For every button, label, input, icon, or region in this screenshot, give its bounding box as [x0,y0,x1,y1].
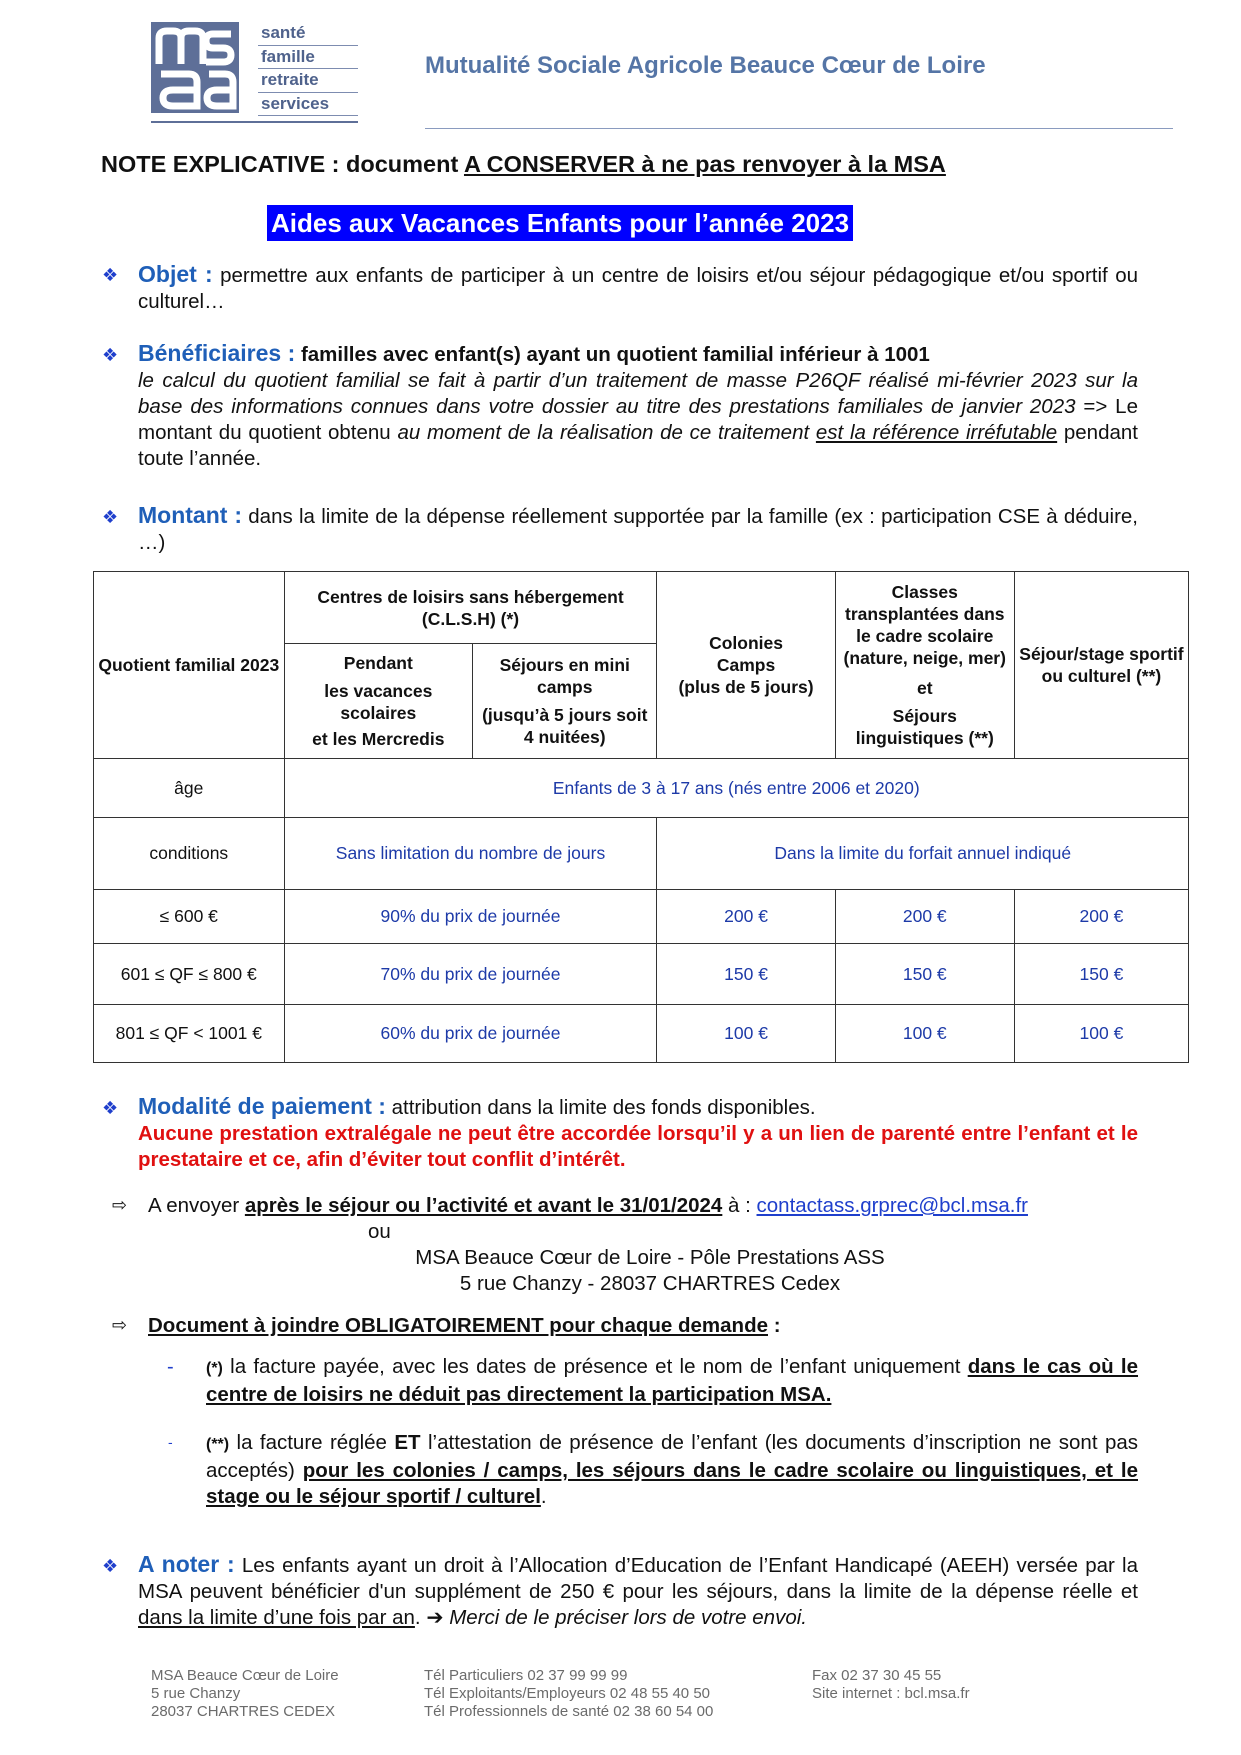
footer-phones [424,1667,713,1721]
row-age-value: Enfants de 3 à 17 ans (nés entre 2006 et 2020) [284,759,1188,818]
diamond-bullet-icon: ❖ [102,265,119,285]
header-classes [835,572,1014,759]
header-pendant-line: et les Mercredis [312,729,445,749]
cell-classes: 100 € [835,1005,1014,1063]
objet-text: permettre aux enfants de participer à un centre de loisirs et/ou séjour pédagogique et/ou sportif ou culturel… [138,264,1138,313]
cell-qf: ≤ 600 € [94,890,285,944]
beneficiaires-italic-2: au moment de la réalisation de ce traitement [397,421,816,444]
beneficiaires-reference: est la référence irréfutable [815,421,1058,444]
logo-rule [151,121,358,123]
table-row [94,890,1189,944]
logo-word: services [258,93,358,117]
section-paiement [138,1093,1138,1173]
beneficiaires-bold: familles avec enfant(s) ayant un quotient familial inférieur à 1001 [295,343,930,366]
noter-label: A noter : [138,1551,235,1577]
table-row [94,944,1189,1005]
header-pendant-line: Pendant [343,653,413,673]
contact-email-link[interactable]: contactass.grprec@bcl.msa.fr [756,1194,1028,1217]
cell-clsh: 90% du prix de journée [284,890,657,944]
cell-sejour: 150 € [1014,944,1188,1005]
cell-colonies: 200 € [657,890,835,944]
row-conditions-label: conditions [94,818,285,890]
postal-address [380,1245,920,1297]
header-classes-line: et [916,678,933,698]
logo-tagline [258,22,358,116]
header-clsh: Centres de loisirs sans hébergement (C.L.S.H) (*) [284,572,657,644]
send-deadline: après le séjour ou l’activité et avant le 31/01/2024 [244,1194,723,1217]
dash-bullet: - [167,1356,174,1378]
montant-label: Montant : [138,502,243,528]
item2-text: la facture réglée [229,1431,395,1454]
diamond-bullet-icon: ❖ [102,507,119,527]
msa-logo [151,22,239,113]
header-colonies-line: Colonies [709,633,783,653]
footer-line: MSA Beauce Cœur de Loire [151,1667,339,1684]
montant-text: dans la limite de la dépense réellement supportée par la famille (ex : participation CSE à déduire, …) [138,505,1139,554]
note-title [101,151,946,178]
noter-text: Les enfants ayant un droit à l’Allocation d’Education de l’Enfant Handicapé (AEEH) versée par la MSA peuvent bénéficier d'un supplément de 250 € pour les séjours, dans la limite de la dépense réelle et [138,1554,1138,1603]
footer-address [151,1667,339,1721]
cell-colonies: 100 € [657,1005,835,1063]
item2-et: ET [394,1431,421,1454]
header-classes-line: Classes transplantées dans le cadre scolaire (nature, neige, mer) [843,582,1006,668]
row-age-label: âge [94,759,285,818]
cell-colonies: 150 € [657,944,835,1005]
header-classes-line: Séjours linguistiques (**) [855,706,994,748]
footer-line: Tél Professionnels de santé 02 38 60 54 00 [424,1703,714,1720]
section-montant [138,502,1138,556]
cell-qf: 601 ≤ QF ≤ 800 € [94,944,285,1005]
aid-amount-table [93,571,1189,1063]
header-colonies [657,572,835,759]
footer-line: Fax 02 37 30 45 55 [812,1667,942,1684]
beneficiaires-label: Bénéficiaires : [138,340,296,366]
item2-end: . [540,1485,547,1508]
item2-mark: (**) [206,1436,230,1453]
cell-classes: 200 € [835,890,1014,944]
documents-title-text: Document à joindre OBLIGATOIREMENT pour chaque demande [148,1314,768,1337]
note-title-underlined: A CONSERVER à ne pas renvoyer à la MSA [463,151,946,177]
item2-text2: l’attestation de présence de l’enfant (les documents d’inscription ne sont pas acceptés) [206,1431,1138,1482]
cell-sejour: 100 € [1014,1005,1188,1063]
item1-text: la facture payée, avec les dates de présence et le nom de l’enfant uniquement [222,1355,968,1378]
header-rule [425,128,1173,129]
dash-bullet: - [168,1434,173,1450]
objet-label: Objet : [138,261,213,287]
header-quotient: Quotient familial 2023 [94,572,285,759]
section-noter [138,1551,1138,1631]
send-instructions [148,1193,1028,1219]
diamond-bullet-icon: ❖ [102,345,119,365]
header-sejour: Séjour/stage sportif ou culturel (**) [1014,572,1188,759]
note-title-prefix: NOTE EXPLICATIVE : document [101,151,464,177]
logo-word: famille [258,46,358,70]
documents-colon: : [768,1314,781,1337]
header-mini-line: Séjours en mini camps [499,655,630,697]
send-or: ou [368,1220,391,1243]
org-title: Mutualité Sociale Agricole Beauce Cœur de Loire [425,52,986,79]
address-line: MSA Beauce Cœur de Loire - Pôle Prestations ASS [415,1246,885,1269]
right-arrow-icon: ➔ [426,1606,444,1629]
item1-mark: (*) [206,1360,223,1377]
document-item-2 [206,1430,1138,1510]
section-objet [138,261,1138,315]
cell-classes: 150 € [835,944,1014,1005]
header-mini-line: (jusqu’à 5 jours soit 4 nuitées) [482,705,648,747]
header-pendant [284,644,473,759]
documents-title [148,1313,781,1339]
table-row [94,1005,1189,1063]
header-colonies-line: (plus de 5 jours) [678,677,814,697]
section-beneficiaires [138,340,1138,472]
beneficiaires-end: pendant toute l’année. [138,421,1138,470]
row-conditions-forfait: Dans la limite du forfait annuel indiqué [657,818,1189,890]
footer-contact [812,1667,970,1703]
item2-bold: pour les colonies / camps, les séjours dans le cadre scolaire ou linguistiques, et le stage ou le séjour sportif / culturel [206,1459,1138,1508]
beneficiaires-italic: le calcul du quotient familial se fait à partir d’un traitement de masse P26QF réalisé mi-février 2023 sur la base des informations connues dans votre dossier au titre des prestations familiales de janvier 2023 [138,369,1138,418]
address-line: 5 rue Chanzy - 28037 CHARTRES Cedex [459,1272,841,1295]
paiement-warning: Aucune prestation extralégale ne peut être accordée lorsqu’il y a un lien de parenté entre l’enfant et le prestataire et ce, afin d’éviter tout conflit d’intérêt. [138,1122,1138,1171]
send-mid: à : [722,1194,757,1217]
cell-sejour: 200 € [1014,890,1188,944]
document-item-1 [206,1354,1138,1408]
send-prefix: A envoyer [148,1194,245,1217]
cell-qf: 801 ≤ QF < 1001 € [94,1005,285,1063]
diamond-bullet-icon: ❖ [102,1556,119,1576]
arrow-icon: ⇨ [112,1315,128,1335]
logo-word: santé [258,22,358,46]
footer-line: Tél Exploitants/Employeurs 02 48 55 40 50 [424,1685,711,1702]
paiement-text: attribution dans la limite des fonds disponibles. [385,1096,816,1119]
main-title: Aides aux Vacances Enfants pour l’année 2023 [267,205,853,241]
arrow-icon: ⇨ [112,1195,128,1215]
footer-line: Site internet : bcl.msa.fr [812,1685,970,1702]
msa-logo-mark [151,22,239,113]
header-mini-camps [473,644,657,759]
item1-bold: dans le cas où le centre de loisirs ne déduit pas directement la participation MSA. [206,1355,1139,1406]
noter-italic: Merci de le préciser lors de votre envoi. [443,1606,807,1629]
footer-line: Tél Particuliers 02 37 99 99 99 [424,1667,628,1684]
cell-clsh: 70% du prix de journée [284,944,657,1005]
footer-line: 5 rue Chanzy [151,1685,241,1702]
header-pendant-line: les vacances scolaires [324,681,433,723]
beneficiaires-normal: => Le montant du quotient obtenu [138,395,1138,444]
diamond-bullet-icon: ❖ [102,1098,119,1118]
footer-line: 28037 CHARTRES CEDEX [151,1703,335,1720]
noter-underlined: dans la limite d’une fois par an [138,1606,415,1629]
logo-word: retraite [258,69,358,93]
header-colonies-line: Camps [716,655,776,675]
paiement-label: Modalité de paiement : [138,1093,386,1119]
cell-clsh: 60% du prix de journée [284,1005,657,1063]
noter-end: . [414,1606,427,1629]
row-conditions-clsh: Sans limitation du nombre de jours [284,818,657,890]
